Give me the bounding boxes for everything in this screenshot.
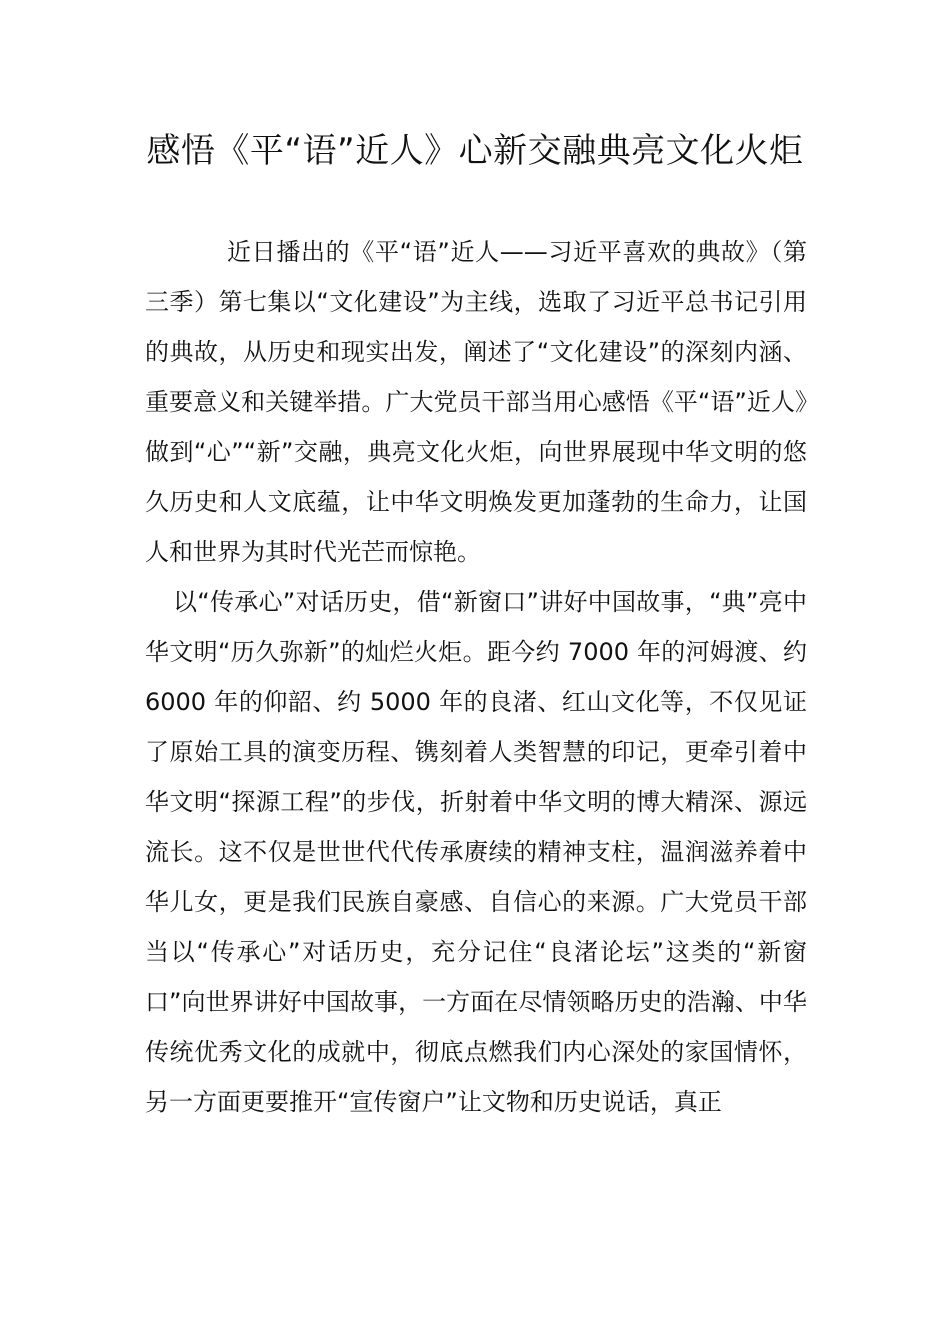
paragraph-2: 以“传承心”对话历史，借“新窗口”讲好中国故事，“典”亮中华文明“历久弥新”的灿烂火炬。距今约 7000 年的河姆渡、约 6000 年的仰韶、约 5000 年的良渚、红山文化等，不仅见证了原始工具的演变历程、镌刻着人类智慧的印记，更牵引着中华文明“探源工程”的步伐，折射着中华文明的博大精深、源远流长。这不仅是世世代代传承赓续的精神支柱，温润滋养着中华儿女，更是我们民族自豪感、自信心的来源。广大党员干部当以“传承心”对话历史，充分记住“良渚论坛”这类的“新窗口”向世界讲好中国故事，一方面在尽情领略历史的浩瀚、中华传统优秀文化的成就中，彻底点燃我们内心深处的家国情怀，另一方面更要推开“宣传窗户”让文物和历史说话，真正 bbox=[145, 588, 807, 1116]
document-title: 感悟《平“语”近人》心新交融典亮文化火炬 bbox=[146, 131, 804, 171]
paragraph-1: 近日播出的《平“语”近人——习近平喜欢的典故》（第三季）第七集以“文化建设”为主线，选取了习近平总书记引用的典故，从历史和现实出发，阐述了“文化建设”的深刻内涵、重要意义和关键举措。广大党员干部当用心感悟《平“语”近人》做到“心”“新”交融，典亮文化火炬，向世界展现中华文明的悠久历史和人文底蕴，让中华文明焕发更加蓬勃的生命力，让国人和世界为其时代光芒而惊艳。 bbox=[145, 238, 807, 566]
document-body bbox=[145, 227, 807, 1127]
